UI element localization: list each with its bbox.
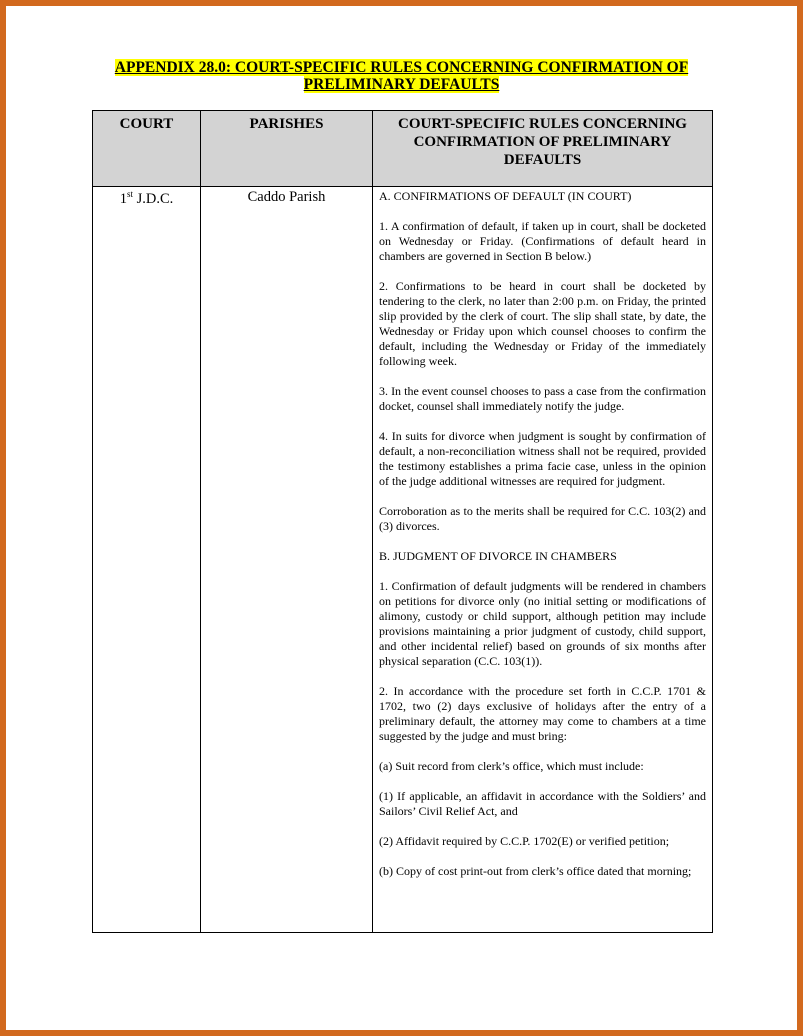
- rules-table: [92, 110, 713, 933]
- document-page: [6, 6, 797, 1030]
- rule-paragraph: (b) Copy of cost print-out from clerk’s office dated that morning;: [379, 864, 692, 878]
- rule-paragraph: A. CONFIRMATIONS OF DEFAULT (IN COURT): [379, 189, 632, 203]
- rule-paragraph: (2) Affidavit required by C.C.P. 1702(E) or verified petition;: [379, 834, 670, 848]
- court-number: 1: [119, 190, 127, 207]
- court-cell: [93, 187, 201, 933]
- parish-cell: Caddo Parish: [201, 187, 373, 933]
- table-header-row: [93, 111, 713, 187]
- rule-paragraph: 2. Confirmations to be heard in court shall be docketed by tendering to the clerk, no later than 2:00 p.m. on Friday, the printed slip provided by the clerk of court. The slip shall state, by date, the Wednesday or Friday upon which counsel chooses to confirm the default, including the Wednesday or Friday of the immediately following week.: [379, 279, 706, 368]
- court-superscript: st: [126, 189, 133, 199]
- rule-paragraph: 4. In suits for divorce when judgment is sought by confirmation of default, a non-reconciliation witness shall not be required, provided the testimony establishes a prima facie case, unless in the opinion of the judge additional witnesses are required for judgment.: [379, 429, 706, 488]
- document-title: [6, 59, 797, 93]
- title-line-2: PRELIMINARY DEFAULTS: [303, 76, 500, 93]
- court-suffix: J.D.C.: [132, 190, 174, 207]
- rule-paragraph: Corroboration as to the merits shall be required for C.C. 103(2) and (3) divorces.: [379, 504, 706, 533]
- rule-paragraph: 1. Confirmation of default judgments will be rendered in chambers on petitions for divorce only (no initial setting or modifications of alimony, custody or child support, although petition may include provisions maintaining a prior judgment of custody, child support, and other incidental relief) based on grounds of six months after physical separation (C.C. 103(1)).: [379, 579, 706, 668]
- title-line-1: APPENDIX 28.0: COURT-SPECIFIC RULES CONCERNING CONFIRMATION OF: [114, 59, 689, 76]
- table-row: [93, 187, 713, 933]
- rule-paragraph: 1. A confirmation of default, if taken up in court, shall be docketed on Wednesday or Friday. (Confirmations of default heard in chambers are governed in Section B below.): [379, 219, 706, 263]
- rule-paragraph: 2. In accordance with the procedure set forth in C.C.P. 1701 & 1702, two (2) days exclusive of holidays after the entry of a preliminary default, the attorney may come to chambers at a time suggested by the judge and must bring:: [379, 684, 706, 743]
- header-court: COURT: [93, 111, 201, 187]
- header-rules: COURT-SPECIFIC RULES CONCERNING CONFIRMATION OF PRELIMINARY DEFAULTS: [373, 111, 713, 187]
- rule-paragraph: (1) If applicable, an affidavit in accordance with the Soldiers’ and Sailors’ Civil Relief Act, and: [379, 789, 706, 818]
- header-parishes: PARISHES: [201, 111, 373, 187]
- rule-paragraph: 3. In the event counsel chooses to pass a case from the confirmation docket, counsel shall immediately notify the judge.: [379, 384, 706, 413]
- rule-paragraph: B. JUDGMENT OF DIVORCE IN CHAMBERS: [379, 549, 617, 563]
- rule-paragraph: (a) Suit record from clerk’s office, which must include:: [379, 759, 644, 773]
- rules-cell: [373, 187, 713, 933]
